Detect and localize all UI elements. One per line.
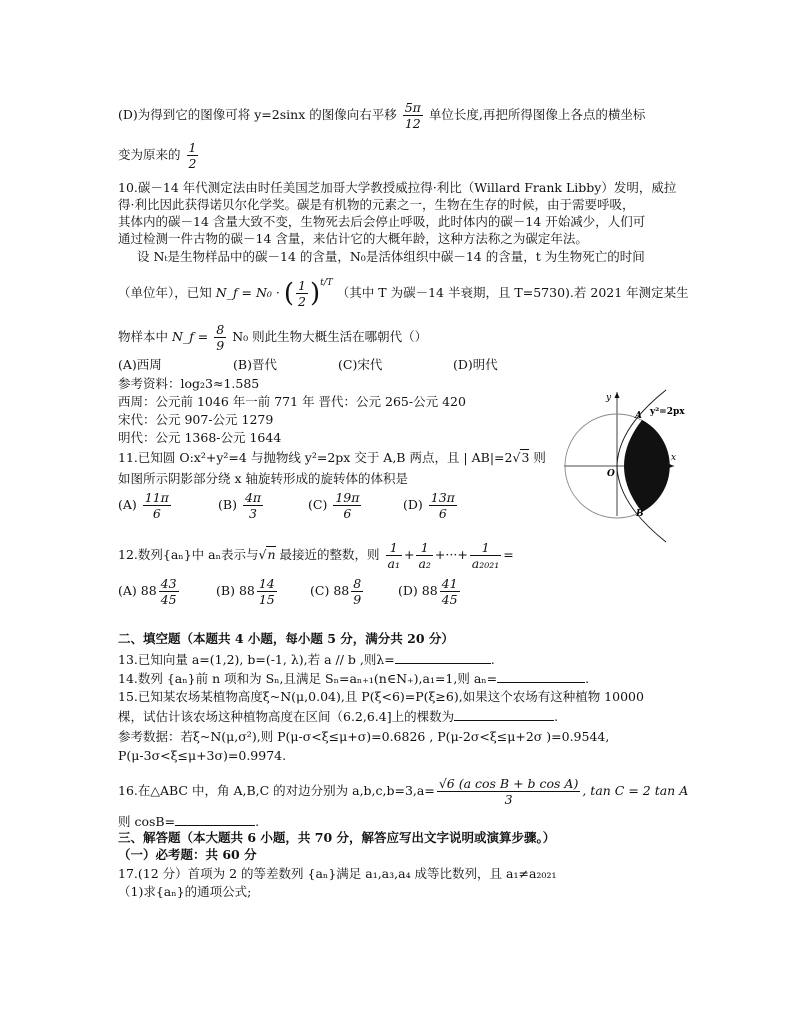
numerator: 1: [298, 278, 306, 293]
text: 棵，试估计该农场这种植物高度在区间（6.2,6.4]上的棵数为: [118, 709, 455, 724]
numerator: 1: [470, 540, 502, 556]
exponent-t-over-T: t/T: [320, 278, 333, 288]
q12-option-a[interactable]: [118, 576, 216, 607]
shaded-region: [624, 420, 670, 512]
ref-xizhou-jin: 西周：公元前 1046 年一前 771 年 晋代：公元 265-公元 420: [118, 394, 466, 409]
q10-line-4: 通过检测一件古物的碳－14 含量，来估计它的大概年龄，这种方法称之为碳定年法。: [118, 231, 588, 246]
denominator: 3: [249, 506, 257, 521]
denominator: 15: [258, 592, 275, 607]
numerator: 5π: [404, 100, 421, 115]
q10-line-2: 得·利比因此获得诺贝尔化学奖。碳是有机物的元素之一，生物在生存的时候，由于需要呼吸，: [118, 197, 635, 212]
numerator: 8: [216, 322, 225, 337]
denominator: 3: [504, 792, 513, 807]
denominator: 2: [188, 156, 197, 171]
q10-line-5: 设 Nₜ是生物样品中的碳－14 的含量，N₀是活体组织中碳－14 的含量，t 为生物死亡的时间: [137, 249, 645, 264]
whole: 88: [238, 583, 255, 598]
q15-line-1: 15.已知某农场某植物高度ξ~N(μ,0.04),且 P(ξ<6)=P(ξ≥6),如果这个农场有这种植物 10000: [118, 689, 644, 704]
denominator: 6: [152, 506, 161, 521]
denominator: a₂₀₂₁: [471, 556, 500, 571]
q15-ref-1: 参考数据：若ξ~N(μ,σ²),则 P(μ-σ<ξ≤μ+σ)=0.6826 , P(μ-2σ<ξ≤μ+2σ )=0.9544,: [118, 729, 610, 744]
numerator: 1: [188, 140, 197, 155]
q15-line-2: 棵，试估计该农场这种植物高度在区间（6.2,6.4]上的棵数为 .: [118, 709, 559, 724]
q16-answer-blank[interactable]: [175, 813, 255, 826]
fraction-1-a2: [416, 540, 432, 571]
ref-ming: 明代：公元 1368-公元 1644: [118, 430, 282, 445]
label-o: O: [607, 469, 615, 479]
label-b: B: [636, 509, 644, 519]
text: (D)为得到它的图像可将 y=2sinx 的图像向右平移: [118, 107, 397, 122]
numerator: 41: [441, 576, 458, 591]
label: (C): [308, 497, 328, 512]
option-b[interactable]: (B)晋代: [233, 357, 277, 372]
q17-part-1: （1)求{aₙ}的通项公式;: [118, 884, 252, 899]
fraction: [440, 576, 460, 607]
fraction-half: [187, 140, 199, 171]
denominator: 2: [298, 294, 306, 309]
denominator: 6: [438, 506, 447, 521]
paren-close: ): [309, 278, 321, 309]
ref-log: 参考资料：log₂3≈1.585: [118, 376, 260, 391]
q11-option-a[interactable]: [118, 490, 218, 521]
whole: 88: [333, 583, 350, 598]
numerator: 1: [416, 540, 432, 556]
whole: 88: [140, 583, 157, 598]
q12-option-d[interactable]: [398, 576, 462, 607]
label: (A): [118, 583, 137, 598]
numerator: 8: [353, 576, 362, 591]
q12-line: 12.数列{aₙ}中 aₙ表示与√n 最接近的整数，则 $\frac{1}{\text{a₁}}$ + $\frac{1}{\text{a₂}}$ +···+ $\frac{1}{\text{a₂₀₂₁}}$ =: [118, 540, 514, 571]
fraction-1-a2021: [470, 540, 502, 571]
denominator: a₁: [387, 556, 400, 571]
q12-options: [118, 576, 462, 607]
fraction-half-2: [296, 278, 308, 309]
q11-line-2: 如图所示阴影部分绕 x 轴旋转形成的旋转体的体积是: [118, 471, 408, 486]
fraction: [333, 490, 361, 521]
q11-option-d[interactable]: [403, 490, 459, 521]
option-d-line-2: [118, 140, 200, 171]
fraction-5pi-12: [403, 100, 423, 131]
label: (D): [403, 497, 423, 512]
fraction: [351, 576, 363, 607]
text: 物样本中: [118, 329, 169, 344]
denominator: 9: [216, 338, 225, 353]
text: （单位年），已知: [118, 285, 212, 300]
q10-formula-line: [118, 275, 689, 309]
numerator: 1: [386, 540, 402, 556]
denominator: 12: [404, 116, 421, 131]
q10-question-line: [118, 322, 427, 353]
text: 14.数列 {aₙ}前 n 项和为 Sₙ,且满足 Sₙ=aₙ₊₁(n∈N₊),a₁=1,则 aₙ=: [118, 671, 498, 686]
label-x: x: [671, 453, 677, 463]
formula: , tan C = 2 tan A: [582, 783, 689, 798]
circle-parabola-figure: [562, 388, 685, 519]
fraction-q16: [437, 776, 581, 807]
label-curve: y²=2px: [650, 407, 685, 417]
q10-options: [118, 357, 498, 373]
formula: N_f = N₀ ·: [215, 285, 280, 300]
sqrt-symbol: √: [512, 450, 521, 465]
text: 11.已知圆 O:x²+y²=4 与抛物线 y²=2px 交于 A,B 两点，且 | AB|=2: [118, 450, 513, 465]
paren-open: (: [283, 278, 295, 309]
q14-line: 14.数列 {aₙ}前 n 项和为 Sₙ,且满足 Sₙ=aₙ₊₁(n∈N₊),a₁=1,则 aₙ= .: [118, 671, 590, 686]
q11-line-1: [118, 450, 546, 466]
q15-answer-blank[interactable]: [454, 708, 554, 721]
q12-option-b[interactable]: [216, 576, 310, 607]
option-c[interactable]: (C)宋代: [338, 357, 383, 372]
sqrt-symbol: √: [258, 547, 267, 562]
text: 则 cosB=: [118, 814, 176, 829]
numerator: 19π: [335, 490, 360, 505]
denominator: 9: [353, 592, 362, 607]
label: (B): [216, 583, 235, 598]
text: （其中 T 为碳－14 半衰期，且 T=5730).若 2021 年测定某生: [336, 285, 689, 300]
text: 变为原来的: [118, 147, 181, 162]
denominator: 6: [343, 506, 352, 521]
label: (A): [118, 497, 137, 512]
q16-line: [118, 776, 688, 807]
q12-option-c[interactable]: [310, 576, 398, 607]
denominator: 45: [441, 592, 458, 607]
text: 单位长度,再把所得图像上各点的横坐标: [428, 107, 646, 122]
numerator: √6 (a cos B + b cos A): [438, 776, 579, 791]
q10-line-3: 其体内的碳－14 含量大致不变，生物死去后会停止呼吸，此时体内的碳－14 开始减少，人们可: [118, 214, 646, 229]
numerator: 13π: [430, 490, 455, 505]
fraction: [159, 576, 179, 607]
formula: N_f =: [172, 329, 209, 344]
text: N₀ 则此生物大概生活在哪朝代（）: [232, 329, 428, 344]
whole: 88: [421, 583, 438, 598]
text: 16.在△ABC 中，角 A,B,C 的对边分别为 a,b,c,b=3,a=: [118, 783, 435, 798]
radicand: n: [267, 547, 276, 562]
q10-line-1: 10.碳－14 年代测定法由时任美国芝加哥大学教授威拉得·利比（Willard Frank Libby）发明，威拉: [118, 180, 677, 195]
section-3-heading: 三、解答题（本大题共 6 小题，共 70 分，解答应写出文字说明或演算步骤。）: [118, 830, 556, 845]
section-3a-heading: （一）必考题：共 60 分: [118, 847, 257, 862]
label: (D): [398, 583, 418, 598]
section-2-heading: 二、填空题（本题共 4 小题，每小题 5 分，满分共 20 分）: [118, 631, 454, 646]
q16-line-2: 则 cosB= .: [118, 814, 260, 829]
q11-option-c[interactable]: [308, 490, 403, 521]
denominator: 45: [160, 592, 177, 607]
q11-options: [118, 490, 459, 521]
text: 则: [533, 450, 546, 465]
fraction: [429, 490, 457, 521]
numerator: 4π: [244, 490, 262, 505]
numerator: 43: [160, 576, 177, 591]
q13-line: 13.已知向量 a=(1,2), b=(-1, λ),若 a // b ,则λ= .: [118, 652, 495, 667]
fraction: [257, 576, 277, 607]
text: 12.数列{aₙ}中 aₙ表示与: [118, 547, 259, 562]
denominator: a₂: [418, 556, 431, 571]
fraction: [243, 490, 263, 521]
numerator: 11π: [144, 490, 169, 505]
label: (B): [218, 497, 237, 512]
q11-option-b[interactable]: [218, 490, 308, 521]
y-axis-arrow: [615, 392, 620, 398]
option-d-line: [118, 100, 645, 131]
q13-answer-blank[interactable]: [395, 651, 491, 664]
fraction: [143, 490, 171, 521]
label-y: y: [606, 393, 612, 403]
label-a: A: [635, 411, 642, 421]
ref-song: 宋代：公元 907-公元 1279: [118, 412, 274, 427]
fraction-1-a1: [386, 540, 402, 571]
fraction-8-9: [214, 322, 226, 353]
label: (C): [310, 583, 330, 598]
q17-line: 17.(12 分）首项为 2 的等差数列 {aₙ}满足 a₁,a₃,a₄ 成等比数列，且 a₁≠a₂₀₂₁: [118, 866, 557, 881]
text: 13.已知向量 a=(1,2), b=(-1, λ),若 a // b ,则λ=: [118, 652, 395, 667]
radicand: 3: [521, 450, 530, 465]
option-a[interactable]: (A)西周: [118, 357, 162, 372]
numerator: 14: [258, 576, 275, 591]
q14-answer-blank[interactable]: [497, 670, 585, 683]
text: 最接近的整数，则: [279, 547, 380, 562]
option-d[interactable]: (D)明代: [453, 357, 498, 372]
q15-ref-2: P(μ-3σ<ξ≤μ+3σ)=0.9974.: [118, 748, 287, 763]
